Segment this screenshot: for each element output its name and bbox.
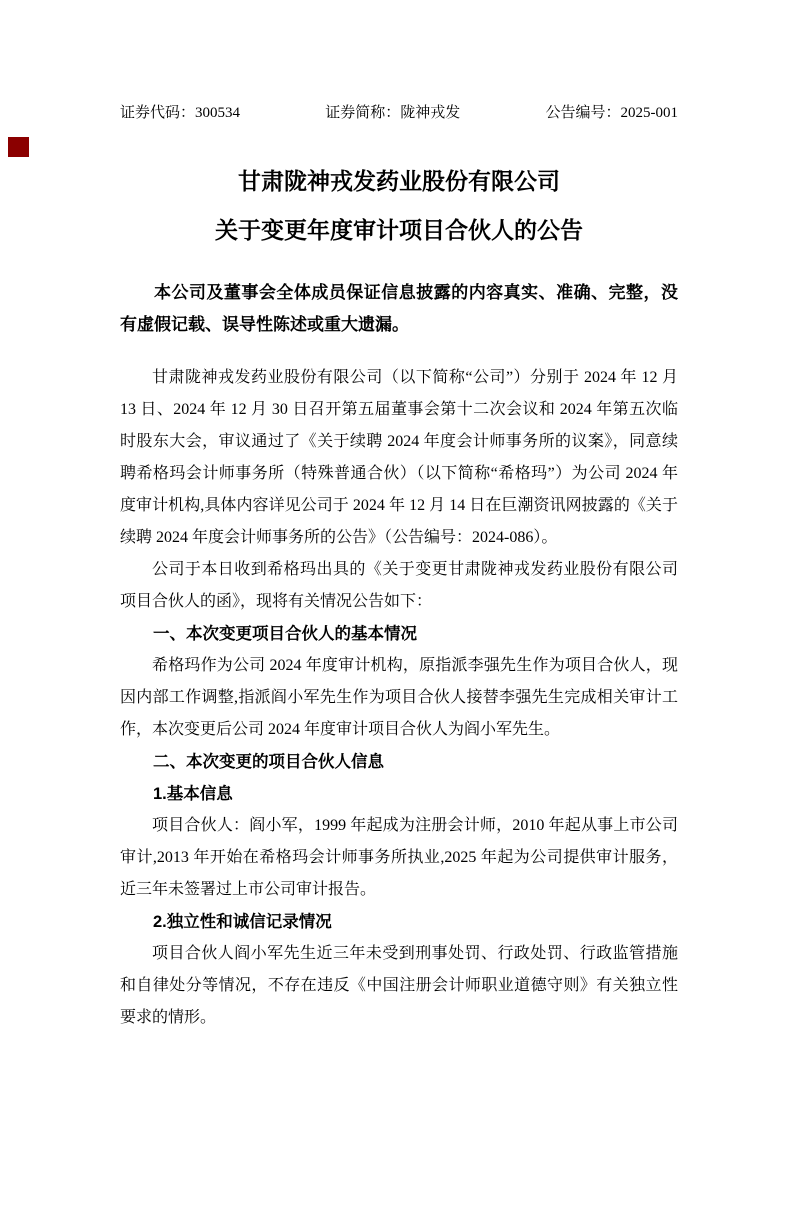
section-heading: 一、本次变更项目合伙人的基本情况 [153,625,417,643]
paragraph: 甘肃陇神戎发药业股份有限公司（以下简称“公司”）分别于 2024 年 12 月 13 日、2024 年 12 月 30 日召开第五届董事会第十二次会议和 2024 年第五次临时股东大会，审议通过了《关于续聘 2024 年度会计师事务所的议案》，同意续聘希格玛会计师事务所（特殊普通合伙）（以下简称“希格玛”）为公司 2024 年度审计机构,具体内容详见公司于 2024 年 12 月 14 日在巨潮资讯网披露的《关于续聘 2024 年度会计师事务所的公告》（公告编号：2024-086）。 [120,369,678,546]
stock-abbreviation: 证券简称：陇神戎发 [325,105,461,121]
announcement-number: 公告编号：2025-001 [545,105,678,121]
stock-code: 证券代码：300534 [120,105,241,121]
paragraph: 项目合伙人：阎小军，1999 年起成为注册会计师，2010 年起从事上市公司审计,2013 年开始在希格玛会计师事务所执业,2025 年起为公司提供审计服务，近三年未签署过上市公司审计报告。 [120,817,678,898]
securities-header [120,104,678,122]
section-heading: 二、本次变更的项目合伙人信息 [153,753,384,771]
document-title-company: 甘肃陇神戎发药业股份有限公司 [238,168,560,194]
section-heading: 2.独立性和诚信记录情况 [153,913,332,931]
paragraph: 项目合伙人阎小军先生近三年未受到刑事处罚、行政处罚、行政监管措施和自律处分等情况，不存在违反《中国注册会计师职业道德守则》有关独立性要求的情形。 [120,945,678,1026]
document-body [0,104,794,1034]
corner-stamp [8,137,29,157]
body-blocks [120,362,678,1034]
section-heading: 1.基本信息 [153,785,233,803]
document-title-subject: 关于变更年度审计项目合伙人的公告 [215,217,583,243]
paragraph: 希格玛作为公司 2024 年度审计机构，原指派李强先生作为项目合伙人，现因内部工作调整,指派阎小军先生作为项目合伙人接替李强先生完成相关审计工作，本次变更后公司 2024 年度审计项目合伙人为阎小军先生。 [120,657,678,738]
paragraph: 公司于本日收到希格玛出具的《关于变更甘肃陇神戎发药业股份有限公司项目合伙人的函》，现将有关情况公告如下： [120,561,678,610]
board-declaration: 本公司及董事会全体成员保证信息披露的内容真实、准确、完整，没有虚假记载、误导性陈述或重大遗漏。 [120,283,678,334]
document-page [0,104,794,1034]
